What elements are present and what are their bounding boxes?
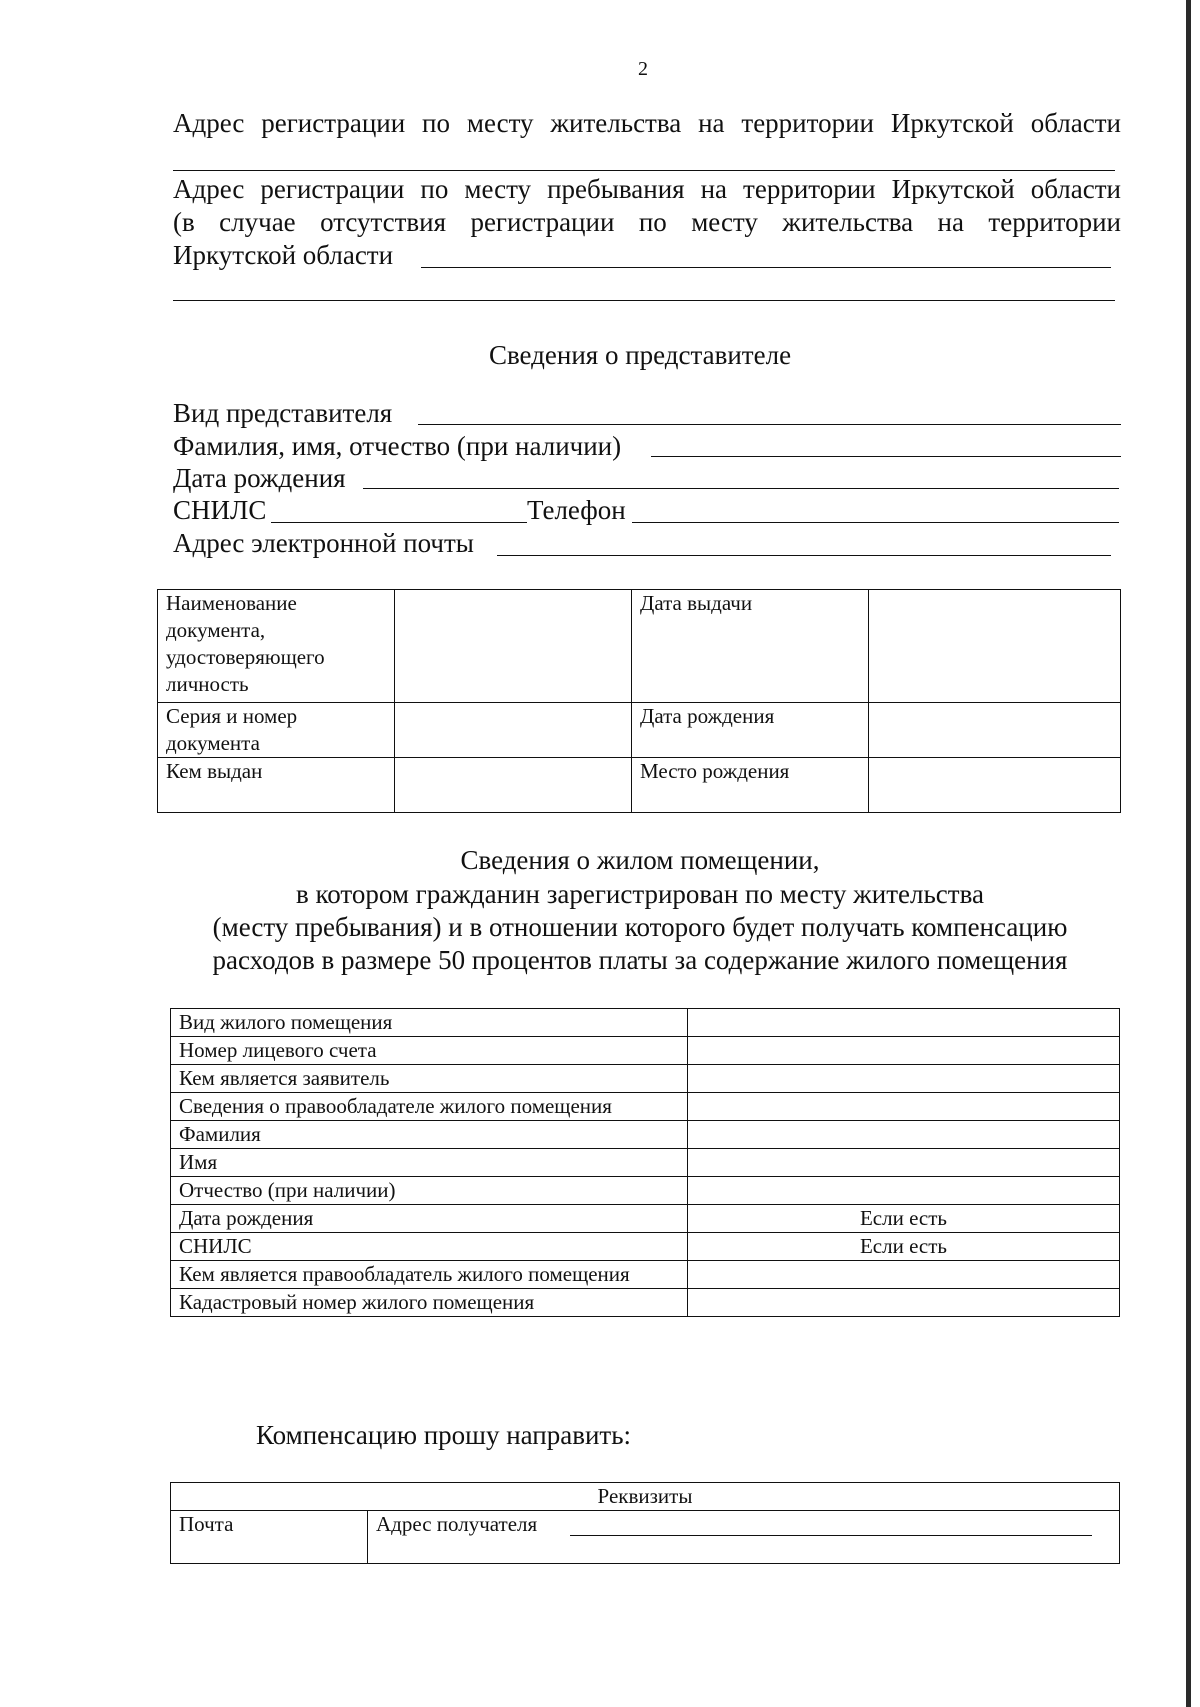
- housing-label: Кем является правообладатель жилого помещения: [171, 1261, 688, 1289]
- table-row: [158, 590, 1121, 703]
- representative-birth-label: Дата рождения: [173, 463, 346, 493]
- housing-label: Вид жилого помещения: [171, 1009, 688, 1037]
- housing-value[interactable]: [688, 1121, 1120, 1149]
- table-row: [171, 1289, 1120, 1317]
- recipient-address-label: Адрес получателя: [376, 1512, 538, 1536]
- housing-label: Имя: [171, 1149, 688, 1177]
- id-document-table: [157, 589, 1121, 813]
- recipient-address-cell: [368, 1511, 1120, 1564]
- housing-value[interactable]: [688, 1261, 1120, 1289]
- housing-title-line4: расходов в размере 50 процентов платы за содержание жилого помещения: [212, 945, 1068, 975]
- housing-value[interactable]: [688, 1289, 1120, 1317]
- table-row: [158, 703, 1121, 758]
- housing-label: Кем является заявитель: [171, 1065, 688, 1093]
- recipient-address-field[interactable]: [570, 1535, 1092, 1536]
- delivery-method: Почта: [171, 1511, 368, 1564]
- representative-phone-field[interactable]: [632, 522, 1119, 523]
- housing-value[interactable]: [688, 1093, 1120, 1121]
- housing-value[interactable]: [688, 1177, 1120, 1205]
- housing-value[interactable]: Если есть: [688, 1233, 1120, 1261]
- table-row: [171, 1009, 1120, 1037]
- housing-value[interactable]: [688, 1009, 1120, 1037]
- representative-email-field[interactable]: [497, 555, 1111, 556]
- housing-label: Дата рождения: [171, 1205, 688, 1233]
- housing-value[interactable]: [688, 1149, 1120, 1177]
- id-doc-issue-date-value[interactable]: [869, 590, 1121, 703]
- table-row: [171, 1037, 1120, 1065]
- housing-table: [170, 1008, 1120, 1317]
- id-doc-series-label: Серия и номер документа: [158, 703, 395, 758]
- representative-snils-label: СНИЛС: [173, 495, 267, 525]
- table-row: [171, 1483, 1120, 1511]
- compensation-title: Компенсацию прошу направить:: [256, 1420, 632, 1450]
- representative-title: Сведения о представителе: [488, 340, 792, 370]
- id-doc-name-value[interactable]: [395, 590, 632, 703]
- id-doc-birth-place-label: Место рождения: [632, 758, 869, 813]
- housing-value[interactable]: [688, 1037, 1120, 1065]
- id-doc-birth-place-value[interactable]: [869, 758, 1121, 813]
- housing-label: СНИЛС: [171, 1233, 688, 1261]
- housing-label: Номер лицевого счета: [171, 1037, 688, 1065]
- representative-snils-field[interactable]: [271, 522, 527, 523]
- housing-label: Отчество (при наличии): [171, 1177, 688, 1205]
- table-row: [171, 1261, 1120, 1289]
- housing-label: Сведения о правообладателе жилого помещения: [171, 1093, 688, 1121]
- id-doc-series-value[interactable]: [395, 703, 632, 758]
- table-row: [171, 1233, 1120, 1261]
- representative-type-label: Вид представителя: [173, 398, 393, 428]
- stay-address-field[interactable]: [421, 267, 1111, 268]
- id-doc-issuer-label: Кем выдан: [158, 758, 395, 813]
- housing-title-line1: Сведения о жилом помещении,: [460, 845, 820, 875]
- housing-label: Кадастровый номер жилого помещения: [171, 1289, 688, 1317]
- representative-birth-field[interactable]: [363, 488, 1119, 489]
- table-row: [171, 1177, 1120, 1205]
- table-row: [171, 1205, 1120, 1233]
- housing-label: Фамилия: [171, 1121, 688, 1149]
- table-row: [158, 758, 1121, 813]
- table-row: [171, 1093, 1120, 1121]
- stay-address-line3: Иркутской области: [173, 240, 394, 270]
- scan-edge: [1186, 0, 1191, 1707]
- representative-email-label: Адрес электронной почты: [173, 528, 474, 558]
- stay-address-field-2[interactable]: [173, 300, 1115, 301]
- housing-value[interactable]: [688, 1065, 1120, 1093]
- page-number: 2: [638, 58, 648, 80]
- residence-address-label: Адрес регистрации по месту жительства на территории Иркутской области: [173, 108, 1121, 138]
- table-row: [171, 1511, 1120, 1564]
- representative-name-field[interactable]: [651, 456, 1121, 457]
- table-row: [171, 1149, 1120, 1177]
- id-doc-issue-date-label: Дата выдачи: [632, 590, 869, 703]
- stay-address-line2: (в случае отсутствия регистрации по месту жительства на территории: [173, 207, 1121, 237]
- table-row: [171, 1065, 1120, 1093]
- id-doc-birth-date-value[interactable]: [869, 703, 1121, 758]
- representative-phone-label: Телефон: [527, 495, 626, 525]
- stay-address-line1: Адрес регистрации по месту пребывания на территории Иркутской области: [173, 174, 1121, 204]
- housing-title-line2: в котором гражданин зарегистрирован по месту жительства: [296, 879, 984, 909]
- requisites-header: Реквизиты: [171, 1483, 1120, 1511]
- requisites-table: [170, 1482, 1120, 1564]
- id-doc-name-label: Наименование документа, удостоверяющего личность: [158, 590, 395, 703]
- representative-type-field[interactable]: [418, 424, 1121, 425]
- housing-value[interactable]: Если есть: [688, 1205, 1120, 1233]
- id-doc-birth-date-label: Дата рождения: [632, 703, 869, 758]
- id-doc-issuer-value[interactable]: [395, 758, 632, 813]
- table-row: [171, 1121, 1120, 1149]
- representative-name-label: Фамилия, имя, отчество (при наличии): [173, 431, 622, 461]
- housing-title-line3: (месту пребывания) и в отношении которого будет получать компенсацию: [212, 912, 1068, 942]
- residence-address-field[interactable]: [173, 170, 1115, 171]
